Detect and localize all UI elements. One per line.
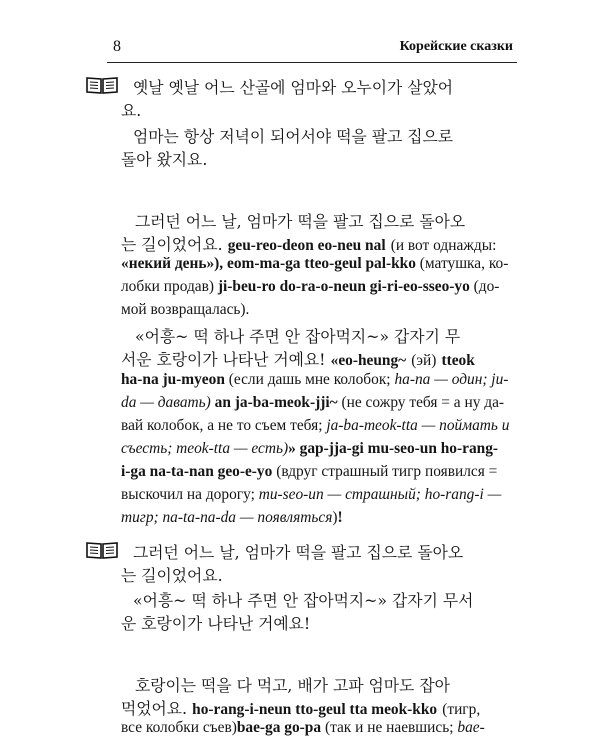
- korean-line: 호랑이는 떡을 다 먹고, 배가 고파 엄마도 잡아: [135, 676, 450, 695]
- mixed-line: [121, 463, 497, 481]
- translation: все колобки съев): [121, 719, 237, 736]
- mixed-line: [121, 278, 499, 296]
- translation-bold: «некий день»): [121, 255, 220, 272]
- korean-fragment: 서운 호랑이가 나타난 거예요!: [121, 350, 326, 369]
- gloss: ja-ba-meok-tta — поймать и: [326, 417, 510, 434]
- running-title: Корейские сказки: [399, 39, 513, 54]
- mixed-line: [121, 255, 508, 273]
- transliteration: an ja-ba-meok-jji~: [214, 394, 338, 411]
- korean-line: «어흥~ 떡 하나 주면 안 잡아먹지~» 갑자기 무서: [133, 591, 474, 610]
- open-book-icon: [85, 541, 119, 560]
- separator: ,: [219, 255, 227, 272]
- open-book-icon: [85, 76, 119, 95]
- gloss: съесть; meok-tta — есть): [121, 440, 289, 457]
- translation: выскочил на дорогу;: [121, 486, 255, 503]
- page-header: [107, 38, 517, 63]
- korean-line: 운 호랑이가 나타난 거예요!: [121, 614, 311, 633]
- mixed-line: [121, 347, 475, 370]
- mixed-line: [121, 371, 508, 389]
- mixed-line: [121, 696, 480, 719]
- transliteration: i-ga na-ta-nan geo-e-yo: [121, 463, 273, 480]
- mixed-line: [121, 394, 504, 412]
- transliteration: » gap-jja-gi mu-seo-un ho-rang-: [288, 440, 499, 457]
- korean-line: 는 길이었어요.: [121, 566, 223, 585]
- korean-line: «어흥~ 떡 하나 주면 안 잡아먹지~» 갑자기 무: [135, 327, 461, 346]
- gloss: mu-seo-un — страшный; ho-rang-i —: [258, 486, 502, 503]
- gloss: bae-: [457, 719, 485, 736]
- translation: (до-: [473, 278, 500, 295]
- translation: ): [332, 509, 338, 526]
- transliteration: ha-na ju-myeon: [121, 371, 225, 388]
- korean-fragment: 는 길이었어요.: [121, 235, 223, 254]
- translation: (матушка, ко-: [419, 255, 509, 272]
- transliteration: tteok: [441, 352, 475, 369]
- gloss: da — давать): [121, 394, 211, 411]
- korean-line: 그러던 어느 날, 엄마가 떡을 팔고 집으로 돌아오: [135, 212, 466, 231]
- translation: (не сожру тебя = а ну да-: [341, 394, 505, 411]
- translation: (если дашь мне колобок;: [228, 371, 391, 388]
- transliteration: baе-ga go-pa: [236, 719, 322, 736]
- page-number: 8: [113, 38, 121, 55]
- transliteration: «eo-heung~: [330, 352, 407, 369]
- korean-line: 요.: [121, 101, 142, 120]
- translation: (так и не наевшись;: [324, 719, 454, 736]
- korean-line: 그러던 어느 날, 엄마가 떡을 팔고 집으로 돌아오: [133, 543, 464, 562]
- translation: лобки продав): [121, 278, 215, 295]
- mixed-line: [121, 719, 485, 737]
- transliteration: eom-ma-ga tteo-geul pal-kko: [227, 255, 416, 272]
- mixed-line: [121, 417, 509, 435]
- mixed-line: [121, 232, 496, 255]
- korean-line: 엄마는 항상 저녁이 되어서야 떡을 팔고 집으로: [133, 127, 454, 146]
- korean-fragment: 먹었어요.: [121, 699, 188, 718]
- korean-line: 돌아 왔지요.: [121, 150, 208, 169]
- translation: вай колобок, а не то съем тебя;: [121, 417, 323, 434]
- translation: (тигр,: [442, 701, 481, 718]
- translation: (и вот однажды:: [390, 237, 497, 254]
- transliteration: geu-reo-deon eo-neu nal: [227, 237, 386, 254]
- mixed-line: [121, 509, 343, 527]
- transliteration: ho-rang-i-neun tto-geul tta meok-kko: [192, 701, 438, 718]
- translation-line: мой возвращалась).: [121, 301, 250, 318]
- transliteration: ji-beu-ro do-ra-o-neun gi-ri-eo-sseo-yo: [217, 278, 470, 295]
- translation: (эй): [411, 352, 437, 369]
- gloss: ha-na — один; ju-: [394, 371, 509, 388]
- translation: (вдруг страшный тигр появился =: [276, 463, 498, 480]
- mixed-line: [121, 486, 501, 504]
- mixed-line: [121, 440, 498, 458]
- punctuation: !: [337, 509, 343, 526]
- korean-line: 옛날 옛날 어느 산골에 엄마와 오누이가 살았어: [133, 78, 454, 97]
- gloss: тигр; na-ta-na-da — появляться: [121, 509, 333, 526]
